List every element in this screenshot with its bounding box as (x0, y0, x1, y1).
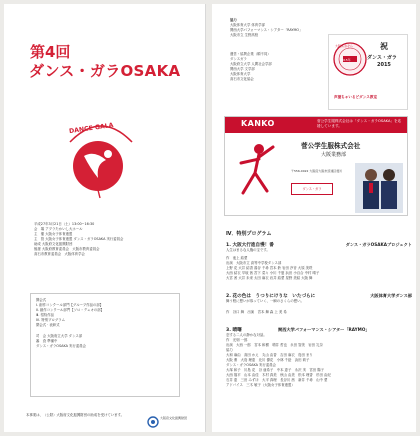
item-staff: 作 谷口 舞 出演 宮本 舞 森 上 美 希 (226, 310, 287, 314)
sponsor-line: 関西大学 文学部 (230, 67, 255, 71)
program-item: Ⅳ. 特別プログラム (36, 318, 65, 322)
sponsor-ad (224, 116, 408, 216)
item-title: 2. 花の色は うつりにけりな いたづらに (226, 294, 316, 299)
ad-url: ダンス・ガラ (291, 183, 333, 195)
item-staff: 作 光畑 一郎 (226, 338, 248, 342)
ad-brand: KANKO (241, 119, 275, 128)
event-support-2: 高石市教育委員会 大阪体育学会 (34, 252, 85, 256)
ad-company: 菅公学生服株式会社 (301, 142, 361, 150)
item-desc: 舞う程に想いが募っていく、一瞬のさくらの想い。 (226, 299, 304, 303)
students-photo-icon (355, 163, 403, 213)
left-page (4, 4, 206, 432)
item-staff: 作 池上 結愛 (226, 256, 248, 260)
sponsor-heading: 協力 (230, 18, 237, 22)
section-title: Ⅳ．特別プログラム (226, 231, 272, 237)
program-item-3 (226, 327, 412, 388)
stamp-year: 2015 (377, 62, 391, 68)
sponsor-line: 大阪府立大学 人間社会学部 (230, 62, 272, 66)
stamp-bottom: 声援ちゃいるどダンス教室 (334, 95, 378, 99)
program-item: Ⅱ. 創作コンクール部門【ソロ・デュオの部】 (36, 308, 105, 312)
ad-photo (355, 163, 403, 213)
event-support: 後援 大阪府教育委員会 大阪市教育委員会 (34, 247, 100, 251)
item-title: 3. 晴曙 (226, 328, 242, 333)
credit-line: 司 会 大阪府立大学 ダンス部 (36, 334, 83, 338)
right-page (212, 4, 416, 432)
sponsor-line: 大阪体育大学 体育学部 (230, 23, 265, 27)
program-item-1 (226, 242, 412, 281)
item-staff: 石井 恵 三田 みずほ 大平 真理 長谷川 茜 新井 千尋 山中 愛 (226, 378, 328, 382)
item-staff: ダンス・ガラOSAKA 実行委員会 (226, 363, 276, 367)
dance-gala-logo (60, 104, 142, 200)
item-group: 関西大学パフォーマンス・シアター「RAYMO」 (278, 327, 370, 332)
event-grant: 助成 大阪府文化振興財団 (34, 242, 73, 246)
program-box (30, 293, 180, 397)
celebration-stamp (328, 34, 408, 110)
sponsor-line: 関西大学パフォーマンス・シアター「RAYMO」 (230, 28, 303, 32)
program-item: Ⅰ. 創作コンクール部門【グループ作品の部】 (36, 303, 104, 307)
item-staff: 大西 結衣 早坂 茜 宮下 菜々 小川 千夏 浜田 小百合 中村 晴子 (226, 271, 320, 275)
event-venue: 会 場 アプラたかいし大ホール (34, 227, 83, 231)
item-staff: 大宮 茜 大井 未来 太田 麻衣 岩井 結愛 星野 美結 大阪 舞 (226, 276, 313, 280)
stamp-num: 2015年 (340, 58, 351, 62)
item-title: 1. 大阪大行進自慢！番 (226, 243, 274, 248)
event-organizer: 主 催 大阪女子体育連盟 (34, 232, 73, 236)
item-staff: アドバイス 三木 敏子（大阪女子体育連盟） (226, 383, 295, 387)
ad-address: 〒556-0022 大阪府大阪市浪速区桜川 (291, 169, 343, 173)
item-staff: 大西 翔平 山本 由佳 木村 真美 秋山 由美 松本 理香 杉田 由紀 (226, 373, 331, 377)
footer-note: 本事業は、（公財）大阪府文化振興財団の助成を受けています。 (26, 413, 125, 417)
item-desc: 恋する二人の静かな対話。 (226, 333, 267, 337)
item-staff: 大和 麻由 高田 かえ 丸山 由香 吉田 麻衣 島田 まり (226, 353, 313, 357)
item-staff: 出演 大西 一郎 宮本 和樹 増井 哲也 永田 智美 岩田 礼奈 (226, 343, 323, 347)
event-date: 平成27年3月21日（土）13:00~16:30 (34, 222, 95, 226)
item-staff: 協力 (226, 348, 233, 352)
item-staff: 出演 大阪市立 高等中学校ダンス部 (226, 261, 282, 265)
edition-label: 第4回 (30, 43, 71, 61)
stamp-title: ダンス・ガラ (367, 55, 397, 61)
event-manager: 主 管 大阪女子体育連盟 ダンス・ガラOSAKA 実行委員会 (34, 237, 124, 241)
event-info (34, 222, 199, 257)
item-group: ダンス・ガラOSAKAプロジェクト (345, 242, 412, 247)
dancer-graphic-icon (233, 143, 281, 201)
foundation-logo-icon (147, 416, 159, 428)
sponsor-line: 大阪体育大学 (230, 72, 251, 76)
program-opening: 開会式 (36, 298, 47, 302)
program-item-2 (226, 293, 412, 315)
ad-slogan: 菅公学生服株式会社は「ダンス・ガラOSAKA」を応援しています。 (317, 119, 402, 128)
program-item: Ⅲ. 招待作品 (36, 313, 55, 317)
item-group: 大阪体育大学ダンス部 (370, 293, 412, 298)
stamp-ring: 大阪あおぞら (335, 44, 354, 48)
item-staff: 上野 花 大井 結香 湯谷 千尋 宮本 鈴 岩田 汐音 大原 美咲 (226, 266, 313, 270)
foundation-name: 大阪府文化振興財団 (160, 416, 188, 420)
logo-text: DANCE GALA (68, 121, 114, 136)
sponsor-list (230, 18, 328, 82)
item-desc: 人生はまるな人権の宝です。 (226, 248, 270, 252)
program-item: 閉会式 · 表彰式 (36, 323, 60, 327)
event-title: ダンス・ガラOSAKA (29, 62, 181, 80)
stamp-top: 祝 (380, 42, 388, 51)
item-staff: 大阪 薫 大島 理恵 北川 優花 小林 千絵 浜田 莉子 (226, 358, 310, 362)
sponsor-line: 大阪市立 生野高校 (230, 33, 259, 37)
credit-line: 審 査 準備中 (36, 339, 58, 343)
footer-logo (147, 413, 187, 427)
item-staff: 大塚 和子 川島 花 谷 亜希子 中本 恵子 永沢 実 宮田 陽子 (226, 368, 325, 372)
sponsor-line: 高石市文化協会 (230, 77, 254, 81)
sponsor-line: ダンスガラ (230, 57, 247, 61)
ad-branch: 大阪業務部 (321, 152, 347, 158)
credit-line: ダンス・ガラOSAKA 実行委員会 (36, 344, 86, 348)
sponsor-line: 運営・協賛企業（順不同） (230, 52, 271, 56)
